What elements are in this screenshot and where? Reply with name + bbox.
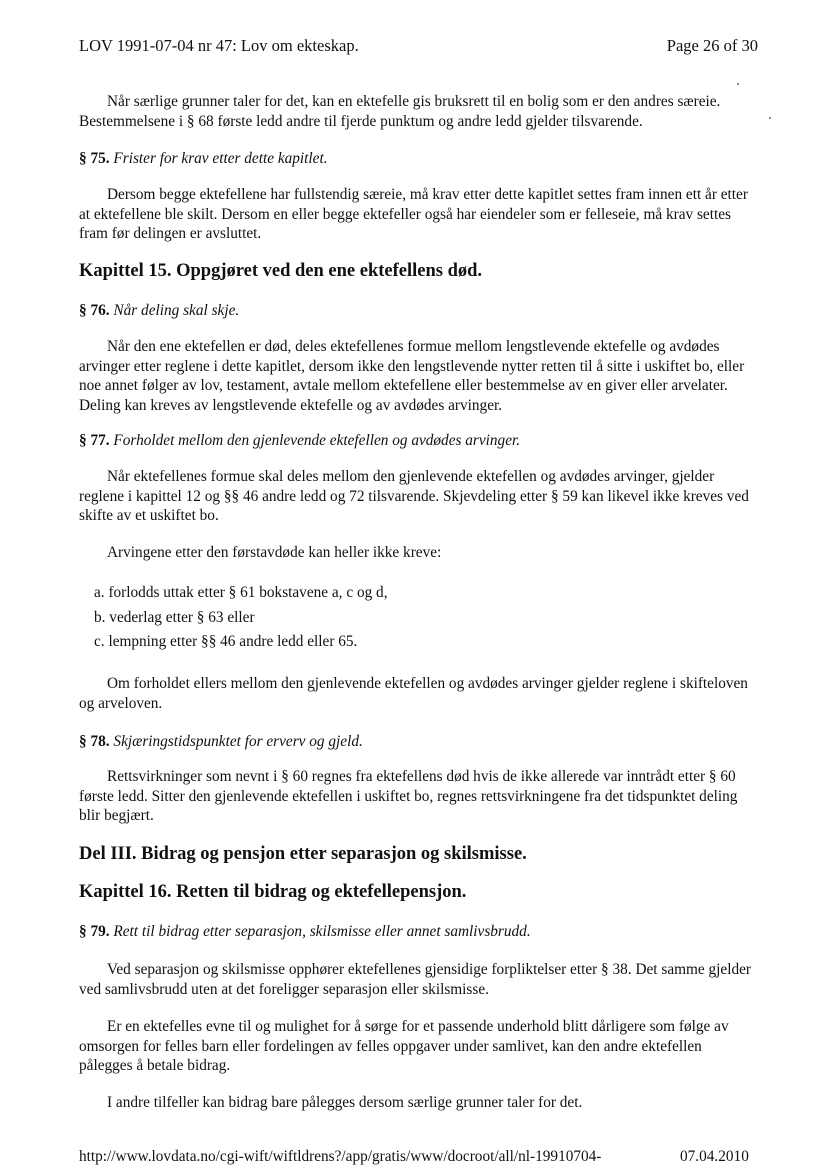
paragraph: Når den ene ektefellen er død, deles ektefellenes formue mellom lengstlevende ektefelle og avdødes arvinger etter reglene i dette kapitlet, dersom ikke den lengstlevende nytter retten til å sitte i uskiftet bo, eller noe annet følger av lov, testament, avtale mellom ektefellene eller bestemmelse av en giver eller arvelater. Deling kan kreves av lengstlevende ektefelle og av avdødes arvinger.: [79, 338, 745, 414]
section-title: Når deling skal skje.: [113, 302, 240, 319]
section-heading-76: [79, 302, 239, 320]
paragraph: Om forholdet ellers mellom den gjenlevende ektefellen og avdødes arvinger gjelder reglene i skifteloven og arveloven.: [79, 675, 748, 712]
section-number: § 75.: [79, 150, 110, 167]
part-heading-3: Del III. Bidrag og pensjon etter separasjon og skilsmisse.: [79, 844, 527, 864]
scan-speck: [769, 117, 771, 119]
section-title: Forholdet mellom den gjenlevende ektefellen og avdødes arvinger.: [113, 432, 521, 449]
section-heading-77: [79, 432, 520, 450]
list-item: b. vederlag etter § 63 eller: [94, 609, 255, 626]
section-heading-78: [79, 733, 363, 751]
chapter-heading-16: Kapittel 16. Retten til bidrag og ektefellepensjon.: [79, 882, 467, 902]
section-title: Skjæringstidspunktet for erverv og gjeld.: [113, 733, 363, 750]
page-number: Page 26 of 30: [666, 36, 758, 55]
section-heading-79: [79, 923, 531, 941]
list-item: a. forlodds uttak etter § 61 bokstavene a, c og d,: [94, 584, 388, 601]
section-number: § 78.: [79, 733, 110, 750]
footer-url: http://www.lovdata.no/cgi-wift/wiftldrens?/app/gratis/www/docroot/all/nl-19910704-: [79, 1148, 602, 1165]
scan-speck: [737, 83, 739, 85]
section-number: § 79.: [79, 923, 110, 940]
section-number: § 76.: [79, 302, 110, 319]
paragraph: Når ektefellenes formue skal deles mellom den gjenlevende ektefellen og avdødes arvinger, gjelder reglene i kapittel 12 og §§ 46 andre ledd og 72 tilsvarende. Skjevdeling etter § 59 kan likevel ikke kreves ved skifte av et uskiftet bo.: [79, 468, 749, 524]
page-header-title: LOV 1991-07-04 nr 47: Lov om ekteskap.: [79, 36, 359, 55]
list-item: c. lempning etter §§ 46 andre ledd eller 65.: [94, 633, 358, 650]
section-title: Frister for krav etter dette kapitlet.: [113, 150, 328, 167]
chapter-heading-15: Kapittel 15. Oppgjøret ved den ene ektefellens død.: [79, 261, 483, 281]
paragraph: Når særlige grunner taler for det, kan en ektefelle gis bruksrett til en bolig som er den andres særeie. Bestemmelsene i § 68 første ledd andre til fjerde punktum og andre ledd gjelder tilsvarende.: [79, 93, 721, 130]
paragraph: I andre tilfeller kan bidrag bare pålegges dersom særlige grunner taler for det.: [107, 1094, 583, 1111]
paragraph: Er en ektefelles evne til og mulighet for å sørge for et passende underhold blitt dårligere som følge av omsorgen for felles barn eller fordelingen av felles oppgaver under samlivet, kan den andre ektefellen pålegges å betale bidrag.: [79, 1018, 729, 1074]
section-number: § 77.: [79, 432, 110, 449]
section-title: Rett til bidrag etter separasjon, skilsmisse eller annet samlivsbrudd.: [113, 923, 531, 940]
paragraph: Arvingene etter den førstavdøde kan heller ikke kreve:: [107, 544, 442, 561]
paragraph: Rettsvirkninger som nevnt i § 60 regnes fra ektefellens død hvis de ikke allerede var inntrådt etter § 60 første ledd. Sitter den gjenlevende ektefellen i uskiftet bo, regnes rettsvirkningene fra det tidspunktet deling blir begjært.: [79, 768, 738, 824]
paragraph: Dersom begge ektefellene har fullstendig særeie, må krav etter dette kapitlet settes fram innen ett år etter at ektefellene ble skilt. Dersom en eller begge ektefeller også har eiendeler som er felleseie, må krav settes fram før delingen er avsluttet.: [79, 186, 748, 242]
section-heading-75: [79, 150, 328, 168]
footer-date: 07.04.2010: [680, 1148, 749, 1165]
paragraph: Ved separasjon og skilsmisse opphører ektefellenes gjensidige forpliktelser etter § 38. Det samme gjelder ved samlivsbrudd uten at det foreligger separasjon eller skilsmisse.: [79, 961, 751, 998]
